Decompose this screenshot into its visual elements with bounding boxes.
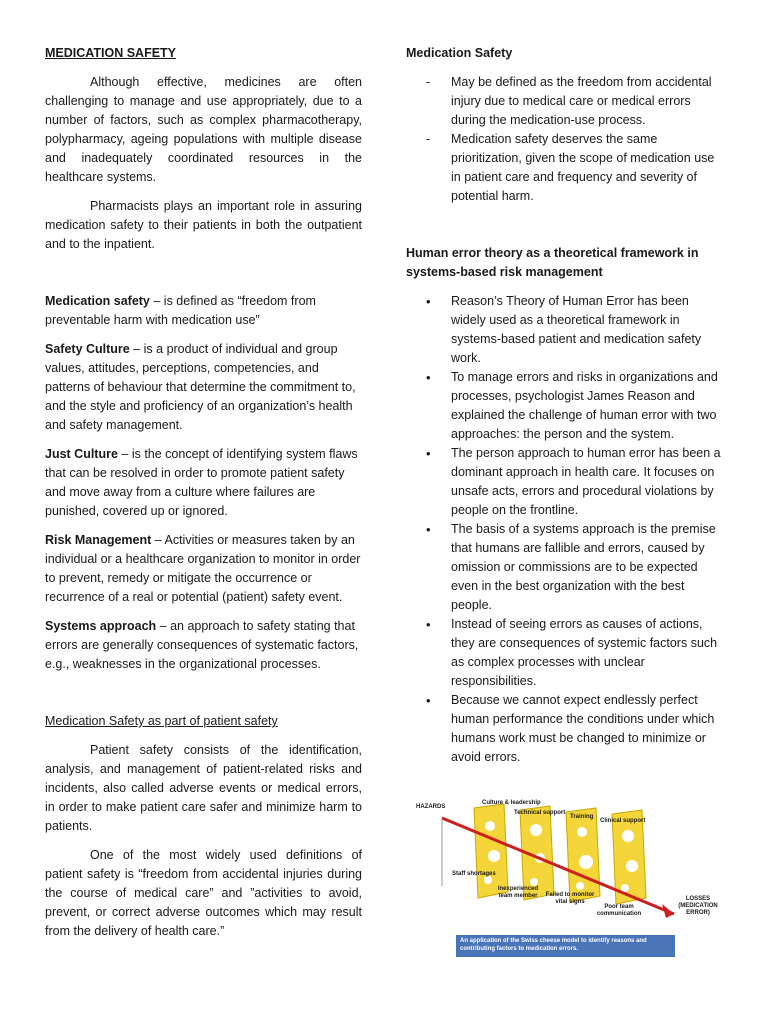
label-hazards: HAZARDS [416,804,446,810]
label-culture-leadership: Culture & leadership [482,800,541,806]
right-heading: Medication Safety [406,46,513,60]
section-heading-patient-safety: Medication Safety as part of patient safety [45,714,278,728]
list-item: - May be defined as the freedom from accidental injury due to medical care or medical errors during the medication-use process. [426,75,712,127]
label-losses: LOSSES (MEDICATION ERROR) [678,896,718,916]
definition-just-culture: Just Culture – is the concept of identifying system flaws that can be resolved in order to promote patient safety and move away from a culture where failures are punished, covered up or ignored. [45,447,358,518]
label-technical-support: Technical support [514,810,566,816]
left-column [45,44,362,941]
list-item: • Reason’s Theory of Human Error has been widely used as a theoretical framework in systems-based patient and medication safety work. [426,294,702,365]
definition-dash-list [406,73,724,206]
label-clinical-support: Clinical support [600,818,646,824]
human-error-heading: Human error theory as a theoretical framework in systems-based risk management [406,246,699,279]
list-item: • Because we cannot expect endlessly perfect human performance the conditions under which humans work must be changed to minimize or avoid errors. [426,693,715,764]
list-item: • Instead of seeing errors as causes of actions, they are consequences of systemic factors such as complex processes with unclear responsibilities. [426,617,718,688]
definitions-list [45,292,362,674]
label-staff-shortages: Staff shortages [452,871,496,877]
patient-safety-paragraph-1: Patient safety consists of the identification, analysis, and management of patient-related risks and incidents, also called adverse events or medical errors, in order to make patient care safer and minimize harm to patients. [45,743,362,833]
page-heading: MEDICATION SAFETY [45,46,177,60]
cheese-slice-3 [566,808,600,902]
human-error-bullets [406,292,724,767]
definition-risk-management: Risk Management – Activities or measures taken by an individual or a healthcare organization to monitor in order to prevent, remedy or mitigate the occurrence or recurrence of a real or potential (patient) safety event. [45,533,361,604]
cheese-slice-1 [474,804,508,898]
list-item: • To manage errors and risks in organizations and processes, psychologist James Reason and explained the challenge of human error with two approaches: the person and the system. [426,370,718,441]
right-column [406,44,724,767]
label-poor-communication: Poor team communication [596,904,642,917]
list-item: - Medication safety deserves the same prioritization, given the scope of medication use in patient care and frequency and severity of potential harm. [426,132,715,203]
definition-medication-safety: Medication safety – is defined as “freedom from preventable harm with medication use” [45,294,316,327]
intro-paragraph-1: Although effective, medicines are often challenging to manage and use appropriately, due to a number of factors, such as complex pharmacotherapy, polypharmacy, ageing populations with multiple disease and inadequately coordinated resources in the healthcare systems. [45,75,362,184]
label-inexperienced: Inexperienced team member [497,886,539,899]
patient-safety-paragraph-2: One of the most widely used definitions of patient safety is “freedom from accidental injuries during the course of medical care” and ”activities to avoid, prevent, or correct adverse outcomes which may result from the delivery of health care.” [45,848,362,938]
definition-systems-approach: Systems approach – an approach to safety stating that errors are generally consequences of systematic factors, e.g., weaknesses in the organizational processes. [45,619,359,671]
list-item: • The basis of a systems approach is the premise that humans are fallible and errors, caused by omission or commissions are to be expected even in the best organization with the best people. [426,522,716,612]
intro-paragraph-2: Pharmacists plays an important role in assuring medication safety to their patients in both the outpatient and to the inpatient. [45,199,362,251]
label-training: Training [570,814,594,820]
figure-caption: An application of the Swiss cheese model to identify reasons and contributing factors to medication errors. [456,935,675,957]
label-failed-monitor: Failed to monitor vital signs [545,892,595,905]
list-item: • The person approach to human error has been a dominant approach in health care. It focuses on unsafe acts, errors and procedural violations by people on the frontline. [426,446,721,517]
definition-safety-culture: Safety Culture – is a product of individual and group values, attitudes, perceptions, competencies, and patterns of behaviour that determine the commitment to, and the style and proficiency of an organization’s health and safety management. [45,342,356,432]
